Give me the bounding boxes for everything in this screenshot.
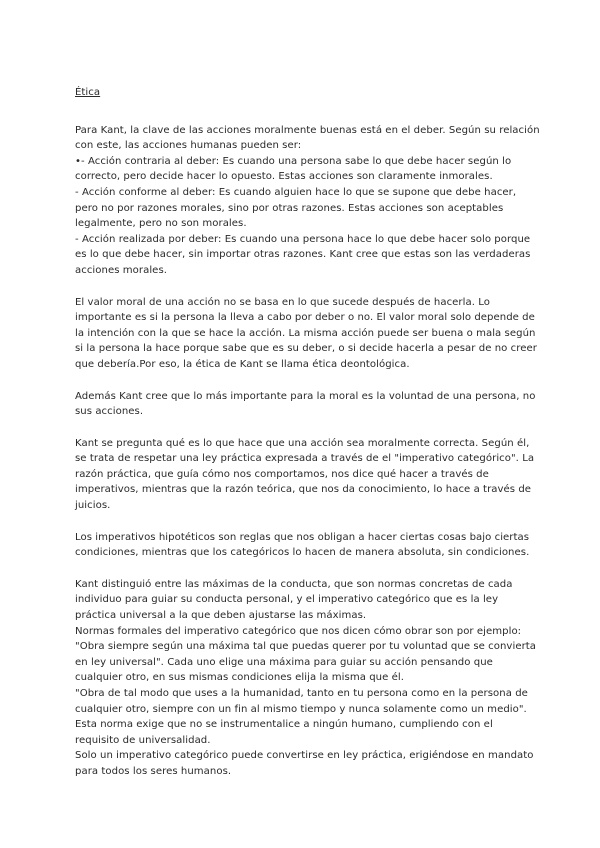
paragraph-line: Para Kant, la clave de las acciones moralmente buenas está en el deber. Según su relación con este, las acciones humanas pueden ser: <box>75 124 540 152</box>
paragraph-moral-value <box>75 295 540 373</box>
paragraph-line: El valor moral de una acción no se basa en lo que sucede después de hacerla. Lo importante es si la persona la lleva a cabo por deber o no. El valor moral solo depende de la intención con la que se hace la acción. La misma acción puede ser buena o mala según si la persona la hace porque sabe que es su deber, o si decide hacerla a pesar de no creer que debería.Por eso, la ética de Kant se llama ética deontológica. <box>75 296 537 370</box>
paragraph-maxims <box>75 577 540 780</box>
paragraph-line: Los imperativos hipotéticos son reglas que nos obligan a hacer ciertas cosas bajo ciertas condiciones, mientras que los categóricos lo hacen de manera absoluta, sin condiciones. <box>75 531 530 559</box>
paragraph-line: "Obra de tal modo que uses a la humanidad, tanto en tu persona como en la persona de cualquier otro, siempre con un fin al mismo tiempo y nunca solamente como un medio". Esta norma exige que no se instrumentalice a ningún humano, cumpliendo con el requisito de universalidad. <box>75 688 528 746</box>
paragraph-hypothetical-imperatives <box>75 530 540 561</box>
paragraph-line: Solo un imperativo categórico puede convertirse en ley práctica, erigiéndose en mandato para todos los seres humanos. <box>75 750 534 777</box>
paragraph-intro <box>75 123 540 279</box>
paragraph-line: - Acción conforme al deber: Es cuando alguien hace lo que se supone que debe hacer, pero no por razones morales, sino por otras razones. Estas acciones son aceptables legalmente, pero no son morales. <box>75 186 517 230</box>
paragraph-line: Kant se pregunta qué es lo que hace que una acción sea moralmente correcta. Según él, se trata de respetar una ley práctica expresada a través de el "imperativo categórico". La razón práctica, que guía cómo nos comportamos, nos dice qué hacer a través de imperativos, mientras que la razón teórica, que nos da conocimiento, lo hace a través de juicios. <box>75 437 535 512</box>
paragraph-line: Normas formales del imperativo categórico que nos dicen cómo obrar son por ejemplo: <box>75 625 522 637</box>
document-title: Ética <box>75 87 101 98</box>
paragraph-line: - Acción realizada por deber: Es cuando una persona hace lo que debe hacer solo porque es lo que debe hacer, sin importar otras razones. Kant cree que estas son las verdaderas acciones morales. <box>75 233 531 276</box>
paragraph-line: Kant distinguió entre las máximas de la conducta, que son normas concretas de cada individuo para guiar su conducta personal, y el imperativo categórico que es la ley práctica universal a la que deben ajustarse las máximas. <box>75 578 513 622</box>
section-types-of-actions <box>75 123 540 279</box>
paragraph-line: "Obra siempre según una máxima tal que puedas querer por tu voluntad que se convierta en ley universal". Cada uno elige una máxima para guiar su acción pensando que cualquier otro, en sus mismas condiciones elija la misma que él. <box>75 641 537 684</box>
paragraph-line: Además Kant cree que lo más importante para la moral es la voluntad de una persona, no sus acciones. <box>75 390 536 418</box>
paragraph-will <box>75 389 540 420</box>
paragraph-line: •- Acción contraria al deber: Es cuando una persona sabe lo que debe hacer según lo correcto, pero decide hacer lo opuesto. Estas acciones son claramente inmorales. <box>75 155 512 183</box>
paragraph-categorical-imperative <box>75 436 540 514</box>
